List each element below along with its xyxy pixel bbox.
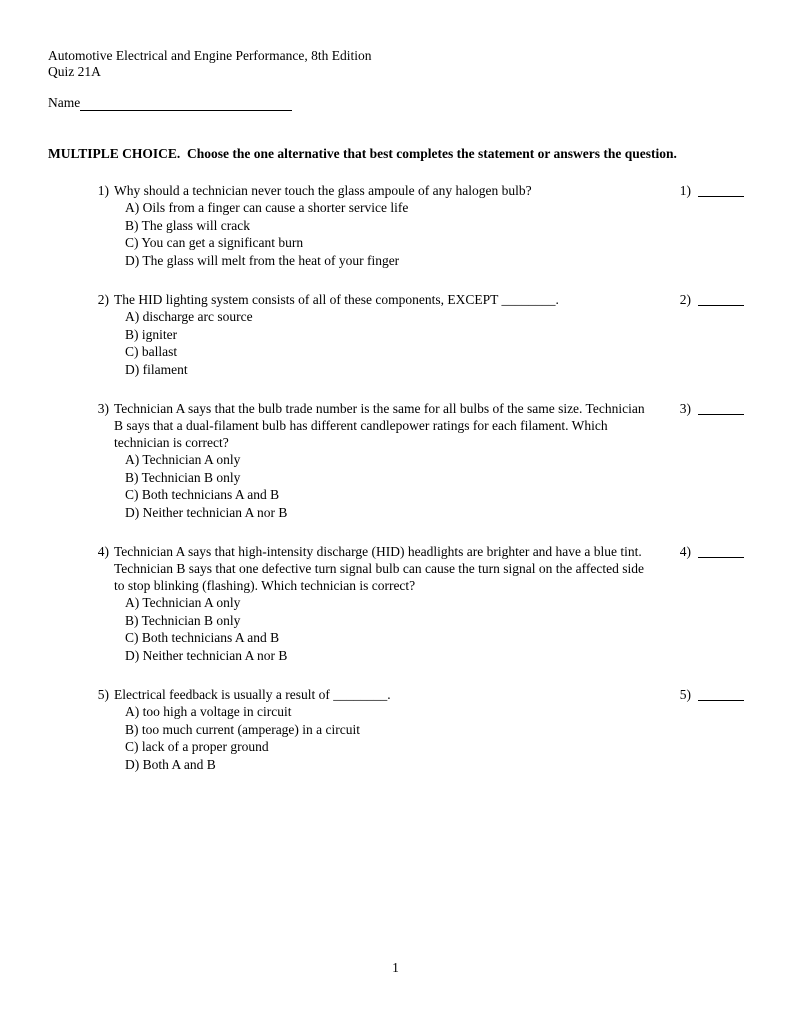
question-main bbox=[92, 400, 646, 521]
question-text: Technician A says that high-intensity discharge (HID) headlights are brighter and have a blue tint. Technician B says that one defective turn signal bulb can cause the turn signal on the affected side to stop blinking (flashing). Which technician is correct? bbox=[114, 544, 645, 593]
choice: A) Oils from a finger can cause a shorter service life bbox=[125, 200, 409, 215]
choice: C) You can get a significant burn bbox=[125, 235, 304, 250]
question-text: Electrical feedback is usually a result of ________. bbox=[114, 687, 391, 702]
question-main bbox=[92, 543, 646, 664]
question-line bbox=[92, 543, 646, 594]
choices-list bbox=[125, 308, 646, 378]
choice: A) discharge arc source bbox=[125, 309, 253, 324]
answer-area bbox=[658, 182, 744, 269]
choice: C) ballast bbox=[125, 344, 178, 359]
answer-blank[interactable] bbox=[698, 686, 744, 701]
quiz-label: Quiz 21A bbox=[48, 64, 101, 79]
answer-area bbox=[658, 686, 744, 773]
answer-blank[interactable] bbox=[698, 291, 744, 306]
choices-list bbox=[125, 703, 646, 773]
question-main bbox=[92, 291, 646, 378]
answer-number: 3) bbox=[679, 401, 691, 416]
question-number: 2) bbox=[97, 292, 109, 307]
question-block bbox=[92, 291, 744, 378]
questions-container bbox=[48, 182, 744, 773]
page-header bbox=[48, 48, 744, 80]
answer-number: 1) bbox=[679, 183, 691, 198]
answer-area bbox=[658, 291, 744, 378]
choice: A) too high a voltage in circuit bbox=[125, 704, 292, 719]
question-block bbox=[92, 182, 744, 269]
question-block bbox=[92, 400, 744, 521]
answer-area bbox=[658, 543, 744, 664]
answer-blank[interactable] bbox=[698, 182, 744, 197]
choice: B) igniter bbox=[125, 326, 178, 342]
name-row bbox=[48, 94, 744, 111]
choice: B) Technician B only bbox=[125, 612, 241, 628]
name-label: Name bbox=[48, 95, 81, 110]
choices-list bbox=[125, 594, 646, 664]
question-block bbox=[92, 543, 744, 664]
question-line bbox=[92, 686, 646, 703]
answer-number: 4) bbox=[679, 544, 691, 559]
choice: C) Both technicians A and B bbox=[125, 487, 280, 502]
page-number: 1 bbox=[392, 960, 399, 975]
choice: D) Both A and B bbox=[125, 756, 216, 772]
question-text: The HID lighting system consists of all of these components, EXCEPT ________. bbox=[114, 292, 559, 307]
choices-list bbox=[125, 199, 646, 269]
choice: D) Neither technician A nor B bbox=[125, 647, 288, 663]
question-main bbox=[92, 686, 646, 773]
question-number: 5) bbox=[97, 687, 109, 702]
choice: C) Both technicians A and B bbox=[125, 630, 280, 645]
question-number: 4) bbox=[97, 544, 109, 559]
question-block bbox=[92, 686, 744, 773]
question-text: Technician A says that the bulb trade number is the same for all bulbs of the same size. Technician B says that a dual-filament bulb has different candlepower ratings for each filament. Which technician is correct? bbox=[114, 401, 645, 450]
question-number: 3) bbox=[97, 401, 109, 416]
answer-area bbox=[658, 400, 744, 521]
answer-number: 5) bbox=[679, 687, 691, 702]
answer-blank[interactable] bbox=[698, 543, 744, 558]
choices-list bbox=[125, 451, 646, 521]
choice: A) Technician A only bbox=[125, 595, 241, 610]
choice: B) Technician B only bbox=[125, 469, 241, 485]
instructions: MULTIPLE CHOICE. Choose the one alternative that best completes the statement or answers the question. bbox=[48, 146, 677, 161]
question-line bbox=[92, 400, 646, 451]
choice: C) lack of a proper ground bbox=[125, 739, 269, 754]
question-number: 1) bbox=[97, 183, 109, 198]
choice: A) Technician A only bbox=[125, 452, 241, 467]
choice: D) The glass will melt from the heat of your finger bbox=[125, 252, 400, 268]
book-title: Automotive Electrical and Engine Performance, 8th Edition bbox=[48, 48, 372, 63]
question-line bbox=[92, 291, 646, 308]
answer-blank[interactable] bbox=[698, 400, 744, 415]
name-input-line[interactable] bbox=[80, 95, 292, 111]
question-line bbox=[92, 182, 646, 199]
choice: D) Neither technician A nor B bbox=[125, 504, 288, 520]
choice: D) filament bbox=[125, 361, 188, 377]
answer-number: 2) bbox=[679, 292, 691, 307]
question-text: Why should a technician never touch the glass ampoule of any halogen bulb? bbox=[114, 183, 532, 198]
choice: B) The glass will crack bbox=[125, 217, 250, 233]
choice: B) too much current (amperage) in a circuit bbox=[125, 721, 361, 737]
question-main bbox=[92, 182, 646, 269]
